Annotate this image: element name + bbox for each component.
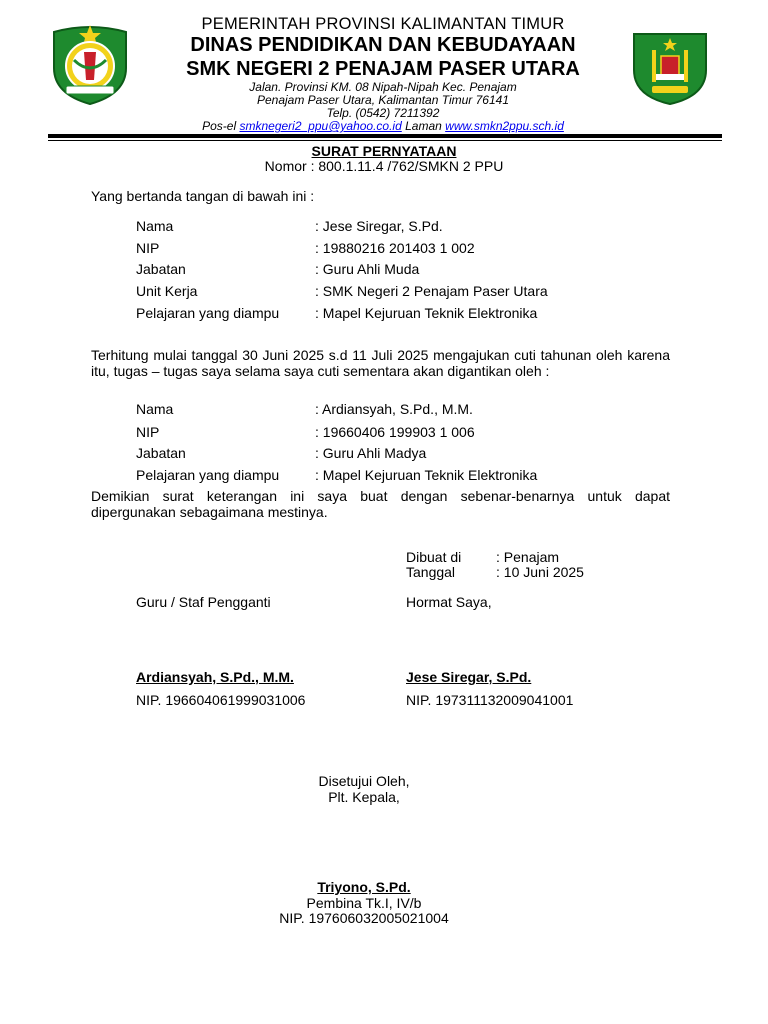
place-label: Dibuat di xyxy=(406,549,462,565)
letterhead-rule-thick xyxy=(48,134,722,138)
website-link[interactable]: www.smkn2ppu.sch.id xyxy=(445,119,564,133)
field-value: : Ardiansyah, S.Pd., M.M. xyxy=(315,401,473,417)
field-label: Nama xyxy=(136,401,174,417)
letterhead xyxy=(140,14,626,133)
field-value: : Guru Ahli Muda xyxy=(315,261,420,277)
field-label: Unit Kerja xyxy=(136,283,198,299)
closing-paragraph: Demikian surat keterangan ini saya buat dengan sebenar-benarnya untuk dapat dipergunakan sebagaimana mestinya. xyxy=(91,488,670,520)
approver-block xyxy=(0,880,728,927)
regency-crest-logo xyxy=(630,26,710,106)
website-label: Laman xyxy=(405,119,442,133)
school-name: SMK NEGERI 2 PENAJAM PASER UTARA xyxy=(186,58,580,80)
field-label: Jabatan xyxy=(136,445,186,461)
field-label: Nama xyxy=(136,218,174,234)
field-value: : Guru Ahli Madya xyxy=(315,445,427,461)
field-label: Jabatan xyxy=(136,261,186,277)
field-label: NIP xyxy=(136,240,160,256)
approval-line-2: Plt. Kepala, xyxy=(328,788,400,805)
field-value: : 19880216 201403 1 002 xyxy=(315,240,475,256)
field-value: : Mapel Kejuruan Teknik Elektronika xyxy=(315,467,538,483)
office-name: DINAS PENDIDIKAN DAN KEBUDAYAAN xyxy=(190,34,576,56)
approver-name: Triyono, S.Pd. xyxy=(317,879,411,895)
statement-paragraph: Terhitung mulai tanggal 30 Juni 2025 s.d 11 Juli 2025 mengajukan cuti tahunan oleh karena itu, tugas – tugas saya selama saya cuti sementara akan digantikan oleh : xyxy=(91,347,670,379)
contact-line xyxy=(140,120,626,133)
email-label: Pos-el xyxy=(202,119,237,133)
government-name: PEMERINTAH PROVINSI KALIMANTAN TIMUR xyxy=(201,15,565,33)
phone-line: Telp. (0542) 7211392 xyxy=(326,106,440,120)
address-line-1: Jalan. Provinsi KM. 08 Nipah-Nipah Kec. Penajam xyxy=(249,80,517,94)
date-label: Tanggal xyxy=(406,564,456,580)
email-link[interactable]: smknegeri2_ppu@yahoo.co.id xyxy=(239,119,402,133)
letter-number: Nomor : 800.1.11.4 /762/SMKN 2 PPU xyxy=(264,158,504,174)
field-value: : Jese Siregar, S.Pd. xyxy=(315,218,443,234)
left-signature-name: Ardiansyah, S.Pd., M.M. xyxy=(136,669,294,685)
approver-rank: Pembina Tk.I, IV/b xyxy=(306,894,422,911)
place-value: : Penajam xyxy=(496,549,560,565)
field-label: Pelajaran yang diampu xyxy=(136,467,280,483)
left-signature-role: Guru / Staf Pengganti xyxy=(136,594,271,610)
approval-line-1: Disetujui Oleh, xyxy=(318,773,410,789)
letter-title: SURAT PERNYATAAN xyxy=(311,143,457,159)
right-signature-role: Hormat Saya, xyxy=(406,594,492,610)
field-value: : 19660406 199903 1 006 xyxy=(315,424,475,440)
address-line-2: Penajam Paser Utara, Kalimantan Timur 76141 xyxy=(256,93,510,107)
date-value: : 10 Juni 2025 xyxy=(496,564,584,580)
right-signature-nip: NIP. 197311132009041001 xyxy=(406,692,574,708)
letterhead-rule-thin xyxy=(48,140,722,141)
field-value: : SMK Negeri 2 Penajam Paser Utara xyxy=(315,283,548,299)
field-label: Pelajaran yang diampu xyxy=(136,305,280,321)
left-signature-nip: NIP. 196604061999031006 xyxy=(136,692,306,708)
field-label: NIP xyxy=(136,424,160,440)
right-signature-name: Jese Siregar, S.Pd. xyxy=(406,669,532,685)
field-value: : Mapel Kejuruan Teknik Elektronika xyxy=(315,305,538,321)
intro-text: Yang bertanda tangan di bawah ini : xyxy=(91,188,315,204)
approver-nip: NIP. 197606032005021004 xyxy=(279,910,449,926)
approval-block xyxy=(0,774,728,805)
province-crest-logo xyxy=(48,20,132,106)
